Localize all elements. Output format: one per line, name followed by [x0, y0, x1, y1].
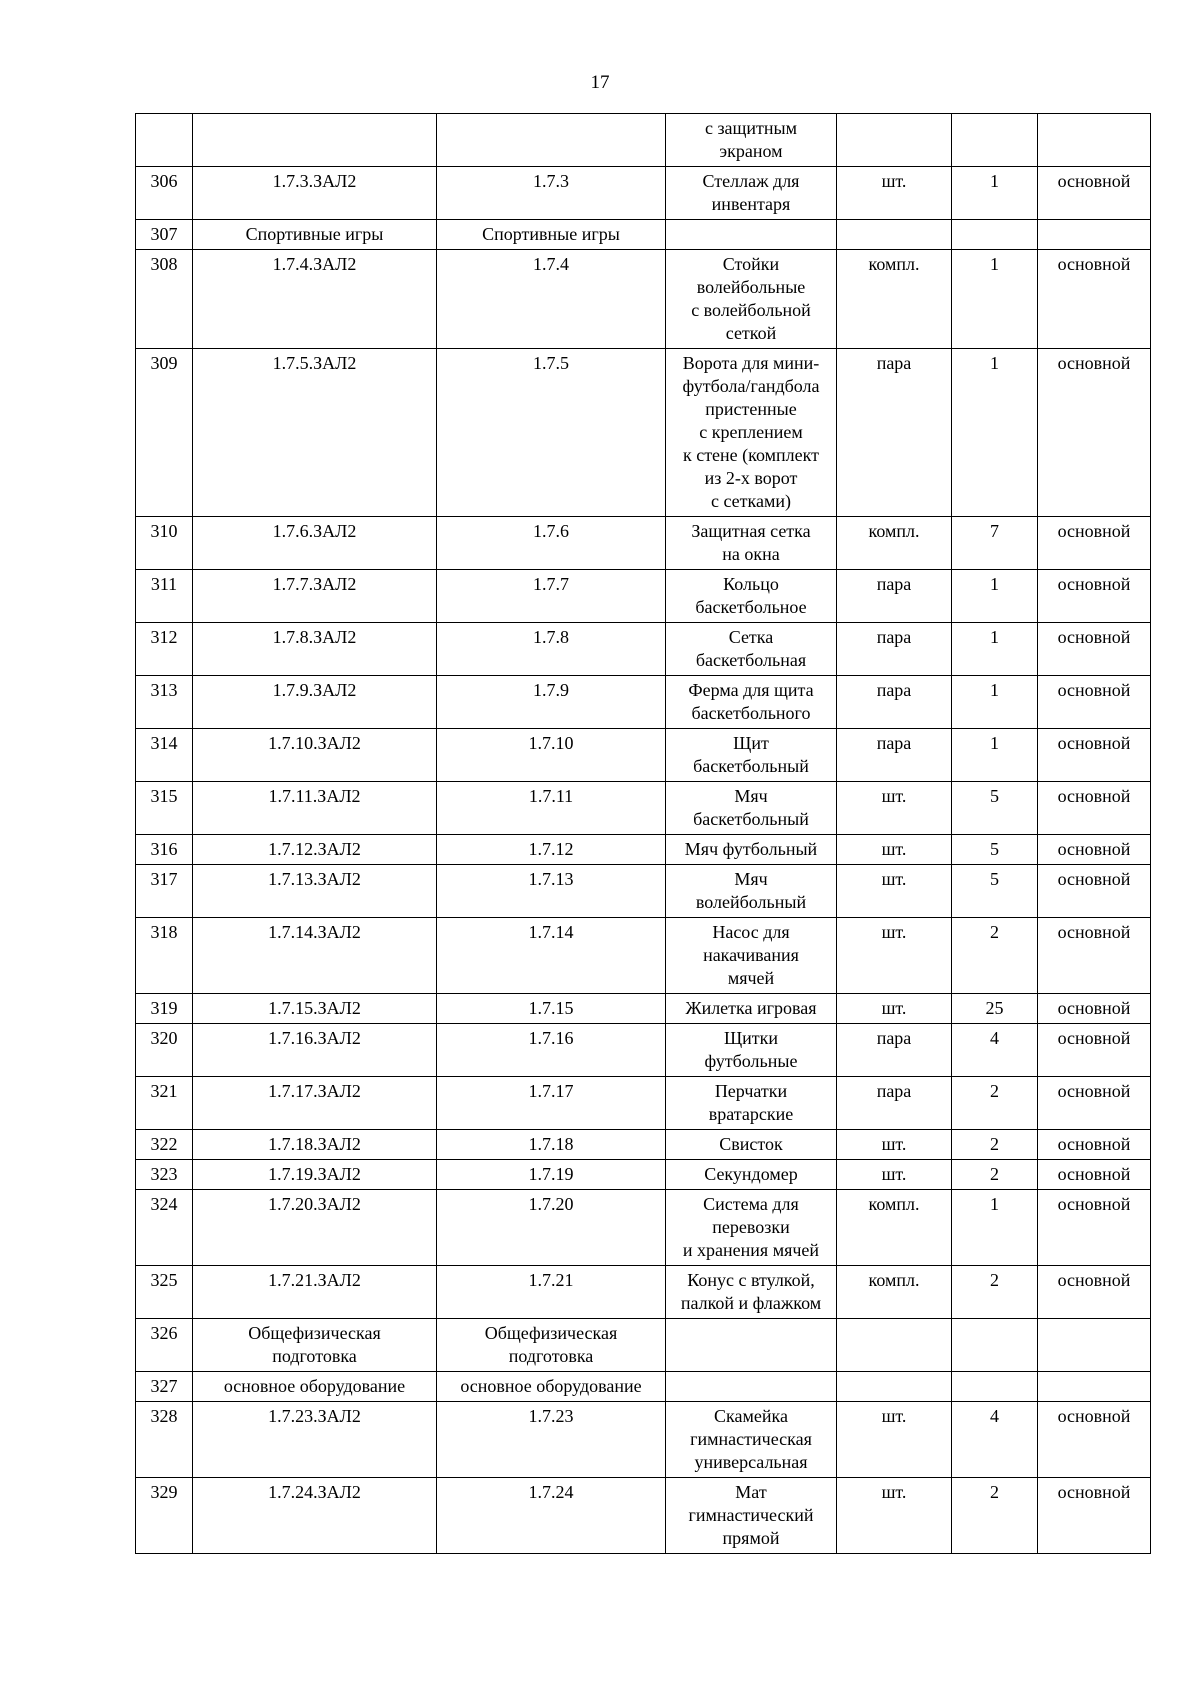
- cell-code: Общефизическая подготовка: [193, 1319, 437, 1372]
- cell-row-number: 310: [136, 517, 193, 570]
- cell-item-name: [666, 220, 837, 250]
- cell-unit: шт.: [837, 782, 952, 835]
- cell-item-name: Мяч баскетбольный: [666, 782, 837, 835]
- cell-item-name: с защитным экраном: [666, 114, 837, 167]
- cell-section: 1.7.18: [437, 1130, 666, 1160]
- cell-code: 1.7.16.ЗАЛ2: [193, 1024, 437, 1077]
- table-row: [136, 349, 1151, 517]
- cell-item-name: Конус с втулкой, палкой и флажком: [666, 1266, 837, 1319]
- cell-quantity: 25: [952, 994, 1038, 1024]
- cell-section: 1.7.11: [437, 782, 666, 835]
- cell-row-number: 318: [136, 918, 193, 994]
- cell-section: [437, 114, 666, 167]
- cell-section: 1.7.16: [437, 1024, 666, 1077]
- cell-section: 1.7.8: [437, 623, 666, 676]
- cell-unit: [837, 220, 952, 250]
- cell-unit: [837, 1319, 952, 1372]
- cell-item-name: [666, 1319, 837, 1372]
- cell-row-number: 322: [136, 1130, 193, 1160]
- cell-row-number: 328: [136, 1402, 193, 1478]
- cell-code: 1.7.15.ЗАЛ2: [193, 994, 437, 1024]
- cell-quantity: 2: [952, 1130, 1038, 1160]
- cell-section: 1.7.10: [437, 729, 666, 782]
- cell-row-number: 311: [136, 570, 193, 623]
- cell-section: Общефизическая подготовка: [437, 1319, 666, 1372]
- table-row: [136, 220, 1151, 250]
- cell-unit: шт.: [837, 1478, 952, 1554]
- cell-code: 1.7.14.ЗАЛ2: [193, 918, 437, 994]
- cell-type: [1038, 220, 1151, 250]
- cell-unit: шт.: [837, 1402, 952, 1478]
- cell-quantity: 4: [952, 1402, 1038, 1478]
- cell-type: основной: [1038, 1077, 1151, 1130]
- cell-unit: пара: [837, 570, 952, 623]
- cell-type: основной: [1038, 1130, 1151, 1160]
- table-row: [136, 1478, 1151, 1554]
- cell-quantity: 1: [952, 349, 1038, 517]
- cell-type: основной: [1038, 1478, 1151, 1554]
- cell-quantity: 5: [952, 782, 1038, 835]
- cell-row-number: 325: [136, 1266, 193, 1319]
- cell-unit: шт.: [837, 1160, 952, 1190]
- table-row: [136, 865, 1151, 918]
- cell-quantity: 1: [952, 570, 1038, 623]
- cell-section: 1.7.23: [437, 1402, 666, 1478]
- cell-unit: пара: [837, 1077, 952, 1130]
- table-body: [136, 114, 1151, 1554]
- table-row: [136, 782, 1151, 835]
- cell-type: основной: [1038, 729, 1151, 782]
- cell-type: основной: [1038, 1160, 1151, 1190]
- cell-quantity: 1: [952, 623, 1038, 676]
- cell-type: основной: [1038, 1266, 1151, 1319]
- cell-item-name: Секундомер: [666, 1160, 837, 1190]
- cell-quantity: [952, 114, 1038, 167]
- cell-row-number: 329: [136, 1478, 193, 1554]
- cell-section: 1.7.4: [437, 250, 666, 349]
- cell-row-number: 319: [136, 994, 193, 1024]
- cell-type: основной: [1038, 835, 1151, 865]
- table-row: [136, 570, 1151, 623]
- cell-type: основной: [1038, 517, 1151, 570]
- cell-row-number: 308: [136, 250, 193, 349]
- cell-section: 1.7.9: [437, 676, 666, 729]
- cell-item-name: Стеллаж для инвентаря: [666, 167, 837, 220]
- cell-row-number: 316: [136, 835, 193, 865]
- cell-quantity: 1: [952, 1190, 1038, 1266]
- cell-section: 1.7.21: [437, 1266, 666, 1319]
- cell-quantity: 7: [952, 517, 1038, 570]
- cell-item-name: Щит баскетбольный: [666, 729, 837, 782]
- cell-unit: шт.: [837, 167, 952, 220]
- cell-item-name: Кольцо баскетбольное: [666, 570, 837, 623]
- table-row: [136, 994, 1151, 1024]
- cell-section: 1.7.6: [437, 517, 666, 570]
- cell-code: Спортивные игры: [193, 220, 437, 250]
- table-row: [136, 1190, 1151, 1266]
- cell-item-name: Мяч футбольный: [666, 835, 837, 865]
- cell-quantity: 2: [952, 1077, 1038, 1130]
- cell-quantity: 5: [952, 865, 1038, 918]
- cell-quantity: [952, 1372, 1038, 1402]
- table-row: [136, 1319, 1151, 1372]
- cell-row-number: 309: [136, 349, 193, 517]
- cell-type: основной: [1038, 994, 1151, 1024]
- table-row: [136, 1372, 1151, 1402]
- cell-quantity: [952, 1319, 1038, 1372]
- cell-quantity: 5: [952, 835, 1038, 865]
- cell-code: 1.7.19.ЗАЛ2: [193, 1160, 437, 1190]
- cell-item-name: Свисток: [666, 1130, 837, 1160]
- cell-code: 1.7.3.ЗАЛ2: [193, 167, 437, 220]
- cell-code: 1.7.23.ЗАЛ2: [193, 1402, 437, 1478]
- table-row: [136, 1266, 1151, 1319]
- cell-row-number: 327: [136, 1372, 193, 1402]
- cell-row-number: 324: [136, 1190, 193, 1266]
- cell-unit: пара: [837, 676, 952, 729]
- equipment-table: [135, 113, 1151, 1554]
- cell-item-name: Жилетка игровая: [666, 994, 837, 1024]
- table-row: [136, 1402, 1151, 1478]
- cell-code: 1.7.4.ЗАЛ2: [193, 250, 437, 349]
- cell-type: [1038, 1319, 1151, 1372]
- cell-section: 1.7.5: [437, 349, 666, 517]
- cell-row-number: 315: [136, 782, 193, 835]
- cell-section: 1.7.3: [437, 167, 666, 220]
- cell-item-name: Мат гимнастический прямой: [666, 1478, 837, 1554]
- table-row: [136, 167, 1151, 220]
- cell-code: 1.7.10.ЗАЛ2: [193, 729, 437, 782]
- cell-unit: [837, 1372, 952, 1402]
- cell-section: 1.7.24: [437, 1478, 666, 1554]
- cell-unit: компл.: [837, 1266, 952, 1319]
- cell-type: основной: [1038, 623, 1151, 676]
- cell-type: основной: [1038, 167, 1151, 220]
- cell-quantity: [952, 220, 1038, 250]
- table-row: [136, 729, 1151, 782]
- cell-code: 1.7.8.ЗАЛ2: [193, 623, 437, 676]
- cell-quantity: 2: [952, 1266, 1038, 1319]
- cell-code: 1.7.21.ЗАЛ2: [193, 1266, 437, 1319]
- cell-unit: шт.: [837, 835, 952, 865]
- page-number: 17: [590, 72, 610, 93]
- cell-item-name: Сетка баскетбольная: [666, 623, 837, 676]
- cell-code: 1.7.18.ЗАЛ2: [193, 1130, 437, 1160]
- cell-quantity: 2: [952, 1160, 1038, 1190]
- cell-unit: компл.: [837, 250, 952, 349]
- cell-type: основной: [1038, 250, 1151, 349]
- cell-code: 1.7.20.ЗАЛ2: [193, 1190, 437, 1266]
- cell-unit: пара: [837, 729, 952, 782]
- table-row: [136, 114, 1151, 167]
- cell-code: 1.7.11.ЗАЛ2: [193, 782, 437, 835]
- cell-row-number: 313: [136, 676, 193, 729]
- cell-section: 1.7.20: [437, 1190, 666, 1266]
- cell-row-number: 326: [136, 1319, 193, 1372]
- cell-item-name: Система для перевозки и хранения мячей: [666, 1190, 837, 1266]
- cell-quantity: 1: [952, 676, 1038, 729]
- cell-unit: пара: [837, 623, 952, 676]
- cell-code: основное оборудование: [193, 1372, 437, 1402]
- cell-section: 1.7.14: [437, 918, 666, 994]
- table-row: [136, 835, 1151, 865]
- cell-item-name: Насос для накачивания мячей: [666, 918, 837, 994]
- cell-item-name: Стойки волейбольные с волейбольной сеткой: [666, 250, 837, 349]
- cell-code: 1.7.9.ЗАЛ2: [193, 676, 437, 729]
- table-row: [136, 250, 1151, 349]
- cell-code: 1.7.13.ЗАЛ2: [193, 865, 437, 918]
- table-row: [136, 1024, 1151, 1077]
- cell-section: 1.7.7: [437, 570, 666, 623]
- cell-row-number: 317: [136, 865, 193, 918]
- cell-row-number: 321: [136, 1077, 193, 1130]
- table-row: [136, 1160, 1151, 1190]
- cell-row-number: [136, 114, 193, 167]
- table-row: [136, 1130, 1151, 1160]
- cell-type: [1038, 1372, 1151, 1402]
- cell-row-number: 320: [136, 1024, 193, 1077]
- cell-item-name: [666, 1372, 837, 1402]
- cell-type: основной: [1038, 1190, 1151, 1266]
- cell-type: основной: [1038, 676, 1151, 729]
- cell-type: основной: [1038, 570, 1151, 623]
- cell-code: 1.7.6.ЗАЛ2: [193, 517, 437, 570]
- cell-section: 1.7.15: [437, 994, 666, 1024]
- cell-code: 1.7.17.ЗАЛ2: [193, 1077, 437, 1130]
- cell-row-number: 306: [136, 167, 193, 220]
- cell-item-name: Перчатки вратарские: [666, 1077, 837, 1130]
- cell-quantity: 2: [952, 1478, 1038, 1554]
- cell-type: [1038, 114, 1151, 167]
- cell-row-number: 314: [136, 729, 193, 782]
- cell-quantity: 1: [952, 167, 1038, 220]
- cell-code: 1.7.7.ЗАЛ2: [193, 570, 437, 623]
- cell-type: основной: [1038, 1402, 1151, 1478]
- cell-type: основной: [1038, 865, 1151, 918]
- cell-row-number: 312: [136, 623, 193, 676]
- cell-unit: шт.: [837, 994, 952, 1024]
- cell-code: [193, 114, 437, 167]
- cell-item-name: Защитная сетка на окна: [666, 517, 837, 570]
- table-row: [136, 918, 1151, 994]
- cell-row-number: 307: [136, 220, 193, 250]
- cell-section: 1.7.17: [437, 1077, 666, 1130]
- cell-row-number: 323: [136, 1160, 193, 1190]
- cell-code: 1.7.5.ЗАЛ2: [193, 349, 437, 517]
- cell-unit: пара: [837, 1024, 952, 1077]
- cell-item-name: Ферма для щита баскетбольного: [666, 676, 837, 729]
- cell-quantity: 2: [952, 918, 1038, 994]
- cell-section: основное оборудование: [437, 1372, 666, 1402]
- cell-type: основной: [1038, 349, 1151, 517]
- cell-unit: шт.: [837, 865, 952, 918]
- cell-unit: шт.: [837, 1130, 952, 1160]
- cell-quantity: 1: [952, 729, 1038, 782]
- cell-code: 1.7.24.ЗАЛ2: [193, 1478, 437, 1554]
- cell-type: основной: [1038, 1024, 1151, 1077]
- cell-unit: пара: [837, 349, 952, 517]
- table-row: [136, 517, 1151, 570]
- cell-type: основной: [1038, 918, 1151, 994]
- cell-code: 1.7.12.ЗАЛ2: [193, 835, 437, 865]
- cell-section: Спортивные игры: [437, 220, 666, 250]
- cell-unit: компл.: [837, 1190, 952, 1266]
- cell-quantity: 4: [952, 1024, 1038, 1077]
- cell-item-name: Мяч волейбольный: [666, 865, 837, 918]
- cell-unit: [837, 114, 952, 167]
- cell-quantity: 1: [952, 250, 1038, 349]
- cell-section: 1.7.19: [437, 1160, 666, 1190]
- cell-item-name: Скамейка гимнастическая универсальная: [666, 1402, 837, 1478]
- cell-section: 1.7.12: [437, 835, 666, 865]
- cell-type: основной: [1038, 782, 1151, 835]
- table-row: [136, 1077, 1151, 1130]
- cell-unit: компл.: [837, 517, 952, 570]
- cell-item-name: Щитки футбольные: [666, 1024, 837, 1077]
- cell-item-name: Ворота для мини- футбола/гандбола пристенные с креплением к стене (комплект из 2-х ворот с сетками): [666, 349, 837, 517]
- cell-unit: шт.: [837, 918, 952, 994]
- table-row: [136, 623, 1151, 676]
- table-row: [136, 676, 1151, 729]
- cell-section: 1.7.13: [437, 865, 666, 918]
